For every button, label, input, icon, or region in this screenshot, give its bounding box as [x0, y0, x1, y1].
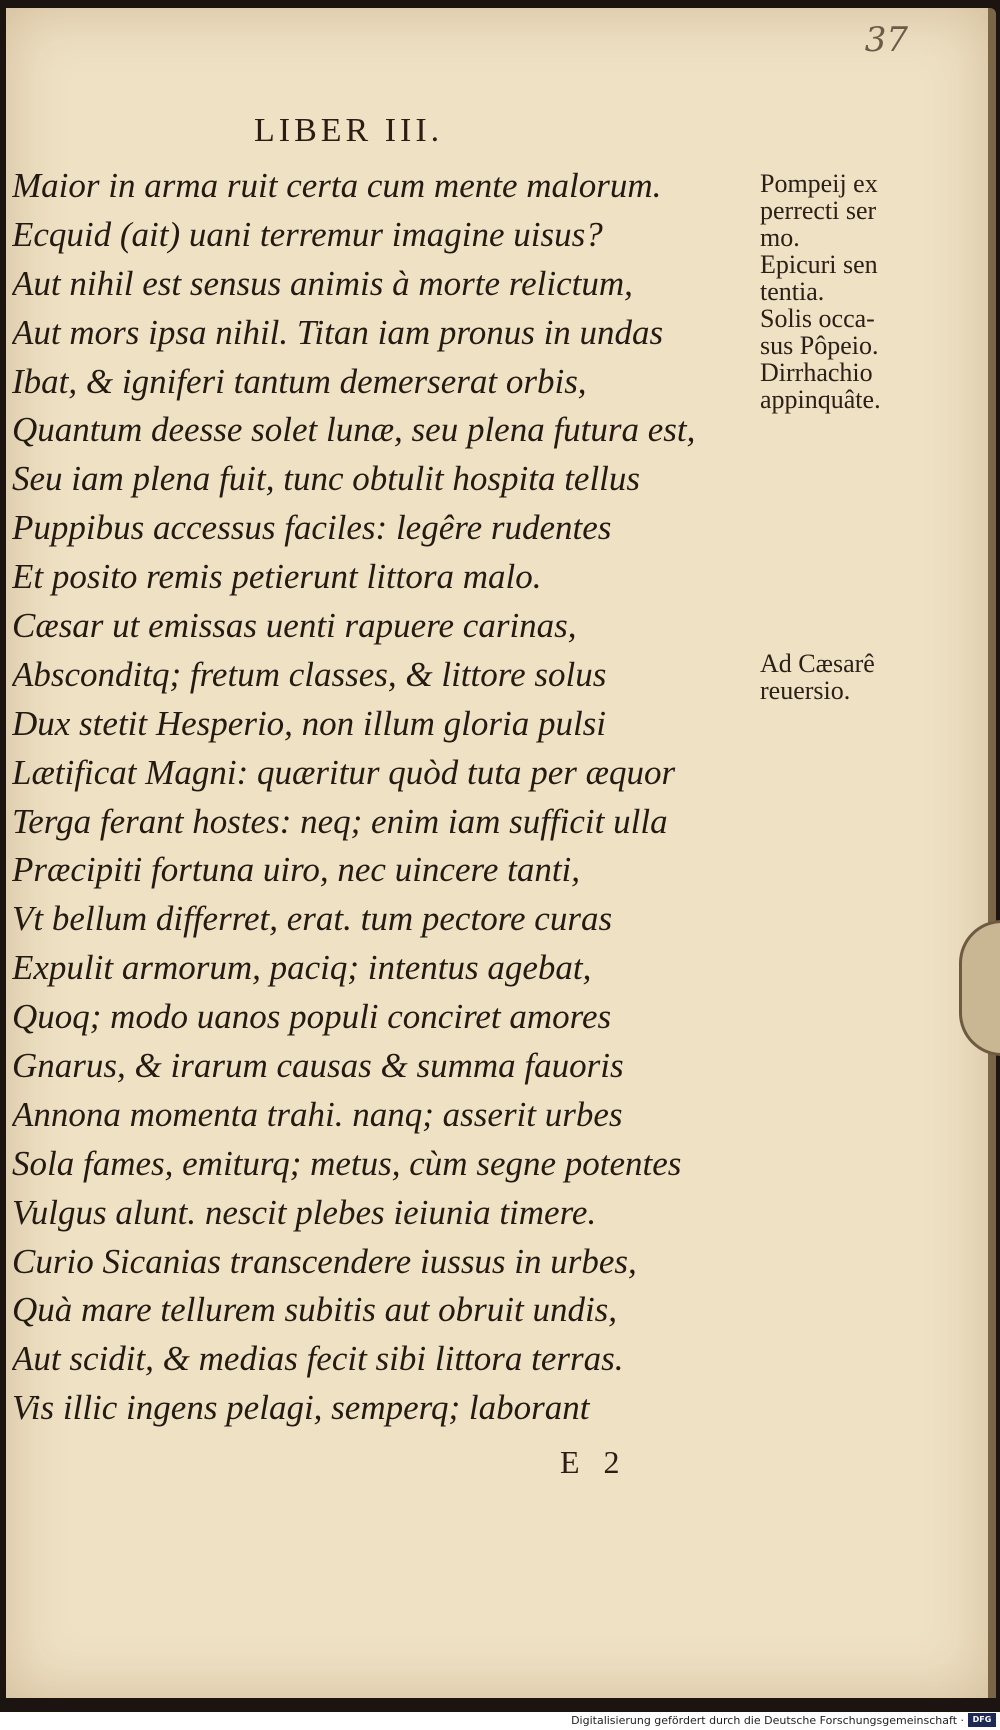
verse-line: Ecquid (ait) uani terremur imagine uisus? — [12, 214, 603, 254]
marginal-note-line: Pompeij ex — [760, 169, 878, 198]
verse-line: Puppibus accessus faciles: legêre rudentes — [12, 508, 612, 548]
marginal-note-line: sus Pôpeio. — [760, 331, 879, 360]
marginal-note-line: Epicuri sen — [760, 250, 878, 279]
verse-text — [12, 162, 754, 1433]
verse-line: Expulit armorum, paciq; intentus agebat, — [12, 948, 592, 988]
marginal-note-caesar — [760, 650, 930, 704]
dfg-logo: DFG — [968, 1713, 996, 1727]
marginal-note-line: Ad Cæsarê — [760, 649, 875, 678]
verse-line: Terga ferant hostes: neq; enim iam sufficit ulla — [12, 801, 668, 841]
marginal-note-pompey — [760, 170, 930, 413]
verse-line: Gnarus, & irarum causas & summa fauoris — [12, 1046, 624, 1086]
verse-line: Quantum deesse solet lunæ, seu plena futura est, — [12, 410, 696, 450]
verse-line: Et posito remis petierunt littora malo. — [12, 557, 542, 597]
verse-line: Ibat, & igniferi tantum demerserat orbis, — [12, 361, 587, 401]
verse-line: Curio Sicanias transcendere iussus in urbes, — [12, 1241, 637, 1281]
marginal-note-line: Dirrhachio — [760, 358, 873, 387]
verse-line: Lætificat Magni: quæritur quòd tuta per æquor — [12, 752, 676, 792]
marginal-note-line: appinquâte. — [760, 385, 881, 414]
verse-line: Aut nihil est sensus animis à morte relictum, — [12, 263, 633, 303]
verse-line: Præcipiti fortuna uiro, nec uincere tanti, — [12, 850, 581, 890]
verse-line: Maior in arma ruit certa cum mente malorum. — [12, 166, 662, 205]
verse-line: Quoq; modo uanos populi conciret amores — [12, 997, 612, 1037]
verse-line: Annona momenta trahi. nanq; asserit urbes — [12, 1094, 623, 1134]
running-head: LIBER III. — [254, 112, 444, 149]
verse-line: Sola fames, emiturq; metus, cùm segne potentes — [12, 1143, 682, 1183]
verse-line: Vt bellum differret, erat. tum pectore curas — [12, 899, 613, 939]
marginal-note-line: perrecti ser — [760, 196, 877, 225]
verse-line: Dux stetit Hesperio, non illum gloria pulsi — [12, 703, 607, 743]
verse-line: Aut scidit, & medias fecit sibi littora terras. — [12, 1339, 624, 1379]
book-clasp — [959, 920, 1000, 1056]
marginal-note-line: tentia. — [760, 277, 825, 306]
digitization-credit: Digitalisierung gefördert durch die Deutsche Forschungsgemeinschaft · — [571, 1714, 964, 1727]
verse-line: Vulgus alunt. nescit plebes ieiunia timere. — [12, 1192, 597, 1232]
verse-line: Seu iam plena fuit, tunc obtulit hospita tellus — [12, 459, 641, 499]
verse-line: Absconditq; fretum classes, & littore solus — [12, 654, 607, 694]
verse-line: Vis illic ingens pelagi, semperq; laborant — [12, 1388, 590, 1428]
verse-line: Cæsar ut emissas uenti rapuere carinas, — [12, 606, 577, 646]
page-number: 37 — [864, 20, 908, 60]
signature-mark: E 2 — [560, 1444, 620, 1480]
marginal-note-line: Solis occa- — [760, 304, 875, 333]
marginal-note-line: reuersio. — [760, 676, 851, 705]
verse-line: Aut mors ipsa nihil. Titan iam pronus in undas — [12, 312, 664, 352]
marginal-note-line: mo. — [760, 223, 800, 252]
verse-line: Quà mare tellurem subitis aut obruit undis, — [12, 1290, 618, 1330]
